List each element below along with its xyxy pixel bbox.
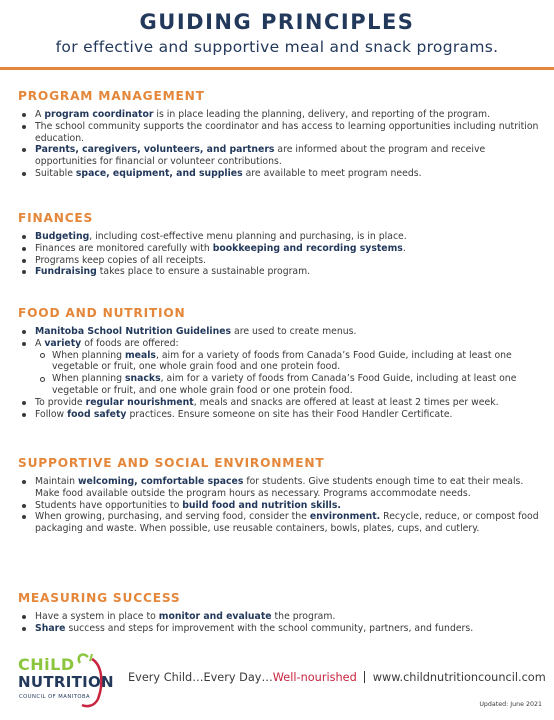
item-text: Maintain xyxy=(35,476,78,487)
footer-divider xyxy=(364,671,365,683)
section-title: MEASURING SUCCESS xyxy=(18,591,181,605)
item-text: are informed about the program and receive opportunities for financial or volunteer contributions. xyxy=(35,144,486,168)
item-text: takes place to ensure a sustainable program. xyxy=(96,266,311,278)
item-text: The school community supports the coordinator and has access to learning opportunities including nutrition education. xyxy=(35,120,539,144)
child-nutrition-council-logo xyxy=(14,653,114,711)
list-item xyxy=(18,266,546,278)
highlight-text: build food and nutrition skills. xyxy=(182,499,341,511)
logo-child-text: CHiLD xyxy=(18,655,75,674)
item-text: A xyxy=(35,337,45,349)
section-2 xyxy=(18,306,546,420)
bullet-list xyxy=(18,109,546,180)
page-subtitle: for effective and supportive meal and snack programs. xyxy=(55,38,499,56)
item-text: are available to meet program needs. xyxy=(242,167,422,179)
updated-date: Updated: June 2021 xyxy=(479,701,542,708)
highlight-text: meals xyxy=(124,349,156,361)
list-item xyxy=(18,255,546,267)
list-item xyxy=(18,243,546,255)
item-text: Have a system in place to xyxy=(35,611,159,622)
item-text: Suitable xyxy=(35,167,76,179)
section-1 xyxy=(18,211,546,278)
list-item xyxy=(18,476,546,500)
highlight-text: regular nourishment xyxy=(85,396,194,408)
item-text: When growing, purchasing, and serving food, consider the xyxy=(35,511,310,523)
list-item xyxy=(18,231,546,243)
item-text: of foods are offered: xyxy=(81,337,179,349)
list-item xyxy=(18,611,546,623)
item-text: Programs keep copies of all receipts. xyxy=(35,254,207,266)
item-text: Finances are monitored carefully with xyxy=(35,242,213,254)
list-item xyxy=(18,623,546,635)
tagline-highlight: Well-nourished xyxy=(272,671,357,684)
item-text: Follow xyxy=(35,408,68,420)
bullet-list xyxy=(18,611,546,635)
logo-nutrition-text: NUTRITION xyxy=(18,673,114,691)
bullet-list xyxy=(18,476,546,535)
list-item xyxy=(18,500,546,512)
highlight-text: variety xyxy=(44,337,82,349)
list-item xyxy=(18,109,546,121)
item-text: is in place leading the planning, delivery, and reporting of the program. xyxy=(153,109,491,120)
item-text: A xyxy=(35,109,45,120)
item-text: , aim for a variety of foods from Canada’s Food Guide, including at least one vegetable or fruit, and one whole grain food or one protein food. xyxy=(52,373,517,396)
section-title: FINANCES xyxy=(18,211,94,225)
list-item xyxy=(18,511,546,535)
highlight-text: welcoming, comfortable spaces xyxy=(77,476,244,487)
page-title: GUIDING PRINCIPLES xyxy=(139,10,415,34)
item-text: success and steps for improvement with the school community, partners, and funders. xyxy=(65,622,474,634)
list-item xyxy=(18,144,546,168)
list-item xyxy=(18,168,546,180)
list-item xyxy=(18,338,546,350)
highlight-text: monitor and evaluate xyxy=(158,611,272,622)
list-item xyxy=(18,397,546,409)
item-text: Students have opportunities to xyxy=(35,499,183,511)
list-item xyxy=(18,326,546,338)
item-text: . xyxy=(402,242,406,254)
highlight-text: Manitoba School Nutrition Guidelines xyxy=(35,326,232,337)
section-title: PROGRAM MANAGEMENT xyxy=(18,89,205,103)
tagline-main: Every Child…Every Day… xyxy=(128,671,273,684)
item-text: Recycle, reduce, or compost food packaging and waste. When possible, use reusable containers, bowls, plates, cups, and cutlery. xyxy=(35,511,539,535)
list-item xyxy=(18,409,546,421)
sub-list-item xyxy=(18,373,546,397)
website-link[interactable]: www.childnutritioncouncil.com xyxy=(372,671,546,684)
item-text: are used to create menus. xyxy=(231,326,357,337)
item-text: the program. xyxy=(271,611,336,622)
highlight-text: Fundraising xyxy=(35,266,97,278)
bullet-list xyxy=(18,326,546,420)
item-text: , aim for a variety of foods from Canada’s Food Guide, including at least one vegetable or fruit, one whole grain food and one protein food. xyxy=(52,349,512,373)
item-text: practices. Ensure someone on site has their Food Handler Certificate. xyxy=(126,408,453,420)
item-text: When planning xyxy=(52,349,125,361)
highlight-text: space, equipment, and supplies xyxy=(75,167,243,179)
item-text: To provide xyxy=(35,396,86,408)
logo-council-text: COUNCIL OF MANITOBA xyxy=(19,694,91,700)
highlight-text: Share xyxy=(35,622,66,634)
sub-list-item xyxy=(18,350,546,374)
section-0 xyxy=(18,89,546,180)
bullet-list xyxy=(18,231,546,278)
highlight-text: snacks xyxy=(124,373,161,385)
highlight-text: bookkeeping and recording systems xyxy=(212,242,403,254)
section-4 xyxy=(18,591,546,635)
item-text: When planning xyxy=(52,373,125,385)
section-title: FOOD AND NUTRITION xyxy=(18,306,186,320)
footer-tagline xyxy=(128,671,546,684)
item-text: , including cost-effective menu planning and purchasing, is in place. xyxy=(89,231,407,242)
highlight-text: Parents, caregivers, volunteers, and partners xyxy=(35,144,275,156)
highlight-text: food safety xyxy=(67,408,127,420)
section-title: SUPPORTIVE AND SOCIAL ENVIRONMENT xyxy=(18,456,325,470)
highlight-text: program coordinator xyxy=(44,109,154,120)
highlight-text: environment. xyxy=(309,511,381,523)
list-item xyxy=(18,121,546,145)
section-3 xyxy=(18,456,546,535)
item-text: , meals and snacks are offered at least at least 2 times per week. xyxy=(193,396,499,408)
title-divider xyxy=(0,67,554,70)
highlight-text: Budgeting xyxy=(35,231,90,242)
item-text: for students. Give students enough time to eat their meals. Make food available outside the program hours as necessary. Programs accommodate needs. xyxy=(35,476,524,499)
